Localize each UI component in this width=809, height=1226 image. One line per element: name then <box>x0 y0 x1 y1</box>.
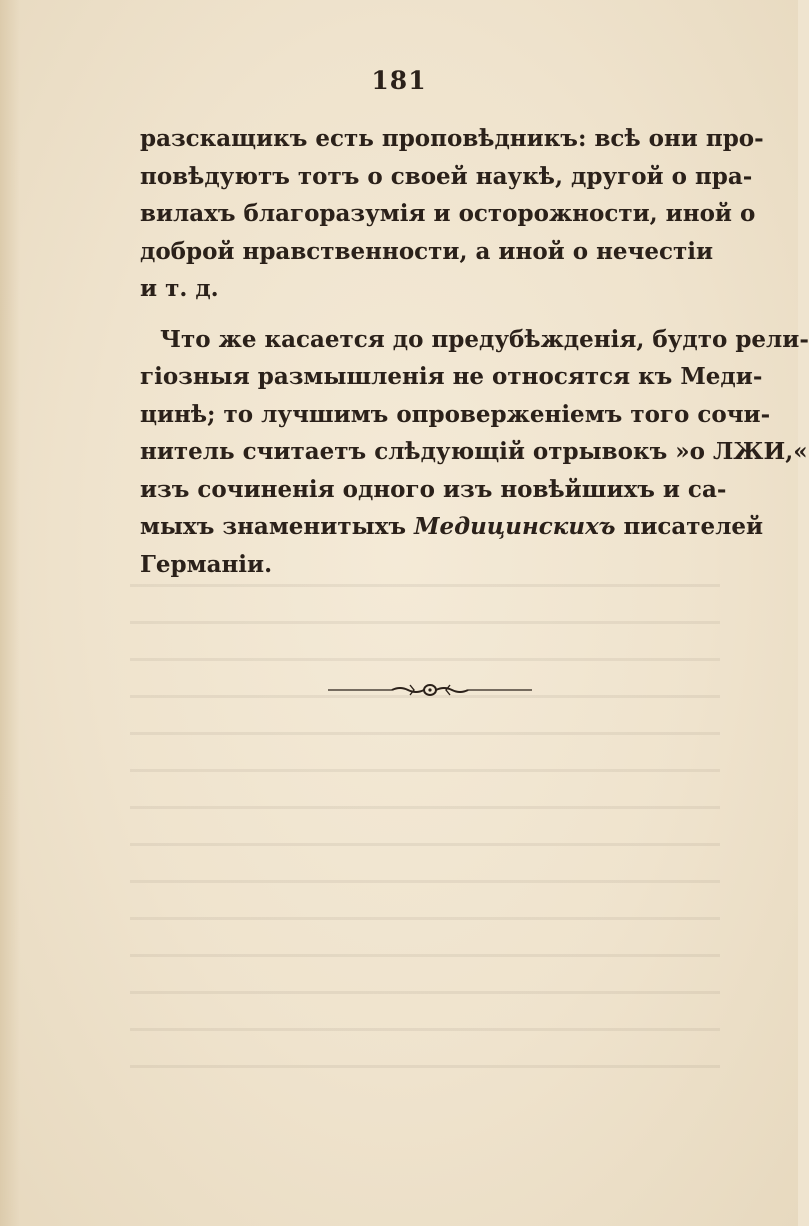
paragraph2-line-1: Что же касается до предубѣжденія, будто рели- <box>160 325 809 353</box>
paragraph2-line-3: цинѣ; то лучшимъ опроверженіемъ того сочи- <box>140 400 771 428</box>
paragraph1-line-5: и т. д. <box>140 275 219 302</box>
paragraph1-line-4: доброй нравственности, а иной о нечестіи <box>140 237 714 265</box>
paragraph1-line-3: вилахъ благоразумія и осторожности, иной о <box>140 200 756 227</box>
line6-italic-word: Медицинскихъ <box>414 513 616 540</box>
paragraph1-line-2: повѣдуютъ тотъ о своей наукѣ, другой о пра- <box>140 162 753 190</box>
paragraph2-line-6 <box>140 508 764 546</box>
body-text <box>140 120 809 583</box>
paragraph2-line-2: гіозныя размышленія не относятся къ Меди- <box>140 363 763 390</box>
ornament-divider-icon <box>328 680 532 700</box>
paragraph2-line-5: изъ сочиненія одного изъ новѣйшихъ и са- <box>140 475 727 503</box>
paragraph-gap <box>140 308 712 321</box>
paragraph2-line-7: Германіи. <box>140 550 273 578</box>
paragraph1-line-1: разскащикъ есть проповѣдникъ: всѣ они про- <box>140 125 764 152</box>
page-number: 181 <box>371 66 427 95</box>
line6-end: писателей <box>615 513 764 540</box>
paragraph2-line-4: нитель считаетъ слѣдующій отрывокъ »о ЛЖИ,« <box>140 438 808 465</box>
line6-start: мыхъ знаменитыхъ <box>140 513 414 540</box>
page-edge-shadow <box>0 0 20 1226</box>
reverse-bleed-through <box>130 560 720 1080</box>
